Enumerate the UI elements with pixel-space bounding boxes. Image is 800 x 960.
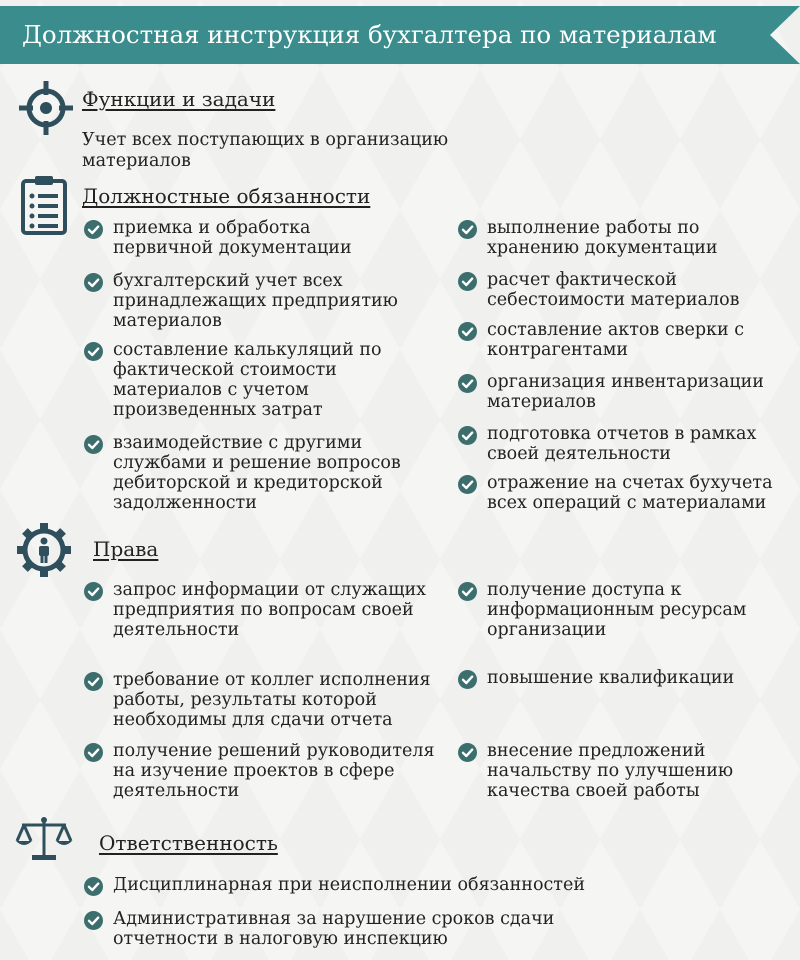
duty-right-3: составление актов сверки с контрагентами — [487, 320, 787, 360]
right-left-3: получение решений руководителя на изучение проектов в сфере деятельности — [113, 741, 443, 801]
check-icon — [84, 435, 103, 454]
duty-left-2: бухгалтерский учет всех принадлежащих предприятию материалов — [113, 271, 423, 331]
page-title: Должностная инструкция бухгалтера по материалам — [22, 20, 717, 49]
check-icon — [84, 877, 103, 896]
duties-title: Должностные обязанности — [82, 184, 371, 208]
responsibility-item-1: Дисциплинарная при неисполнении обязанностей — [113, 875, 713, 895]
check-icon — [458, 670, 477, 689]
duty-left-1: приемка и обработка первичной документации — [113, 218, 403, 258]
check-icon — [84, 911, 103, 930]
responsibility-item-2: Административная за нарушение сроков сдачи отчетности в налоговую инспекцию — [113, 909, 573, 949]
duty-left-3: составление калькуляций по фактической стоимости материалов с учетом произведенных затрат — [113, 340, 403, 420]
right-right-3: внесение предложений начальству по улучшению качества своей работы — [487, 741, 757, 801]
clipboard-icon — [20, 174, 68, 236]
rights-title: Права — [93, 537, 159, 561]
functions-text: Учет всех поступающих в организацию материалов — [82, 130, 449, 171]
right-right-2: повышение квалификации — [487, 668, 777, 688]
right-right-1: получение доступа к информационным ресурсам организации — [487, 580, 767, 640]
responsibility-title: Ответственность — [99, 831, 278, 855]
right-left-2: требование от коллег исполнения работы, результаты которой необходимы для сдачи отчета — [113, 670, 443, 730]
duty-right-1: выполнение работы по хранению документации — [487, 218, 742, 258]
check-icon — [458, 426, 477, 445]
check-icon — [84, 582, 103, 601]
header-banner — [0, 6, 800, 64]
duty-left-4: взаимодействие с другими службами и решение вопросов дебиторской и кредиторской задолженности — [113, 433, 413, 513]
check-icon — [458, 322, 477, 341]
duty-right-2: расчет фактической себестоимости материалов — [487, 270, 747, 310]
check-icon — [84, 273, 103, 292]
check-icon — [458, 475, 477, 494]
functions-title: Функции и задачи — [82, 87, 276, 111]
duty-right-4: организация инвентаризации материалов — [487, 372, 787, 412]
check-icon — [458, 272, 477, 291]
check-icon — [458, 743, 477, 762]
check-icon — [84, 220, 103, 239]
check-icon — [458, 220, 477, 239]
target-icon — [18, 80, 74, 136]
right-left-1: запрос информации от служащих предприятия по вопросам своей деятельности — [113, 580, 433, 640]
duty-right-6: отражение на счетах бухучета всех операций с материалами — [487, 473, 782, 513]
check-icon — [458, 582, 477, 601]
gear-person-icon — [14, 520, 74, 580]
check-icon — [84, 342, 103, 361]
check-icon — [84, 672, 103, 691]
duty-right-5: подготовка отчетов в рамках своей деятельности — [487, 424, 777, 464]
check-icon — [84, 743, 103, 762]
scales-icon — [14, 815, 74, 863]
check-icon — [458, 374, 477, 393]
